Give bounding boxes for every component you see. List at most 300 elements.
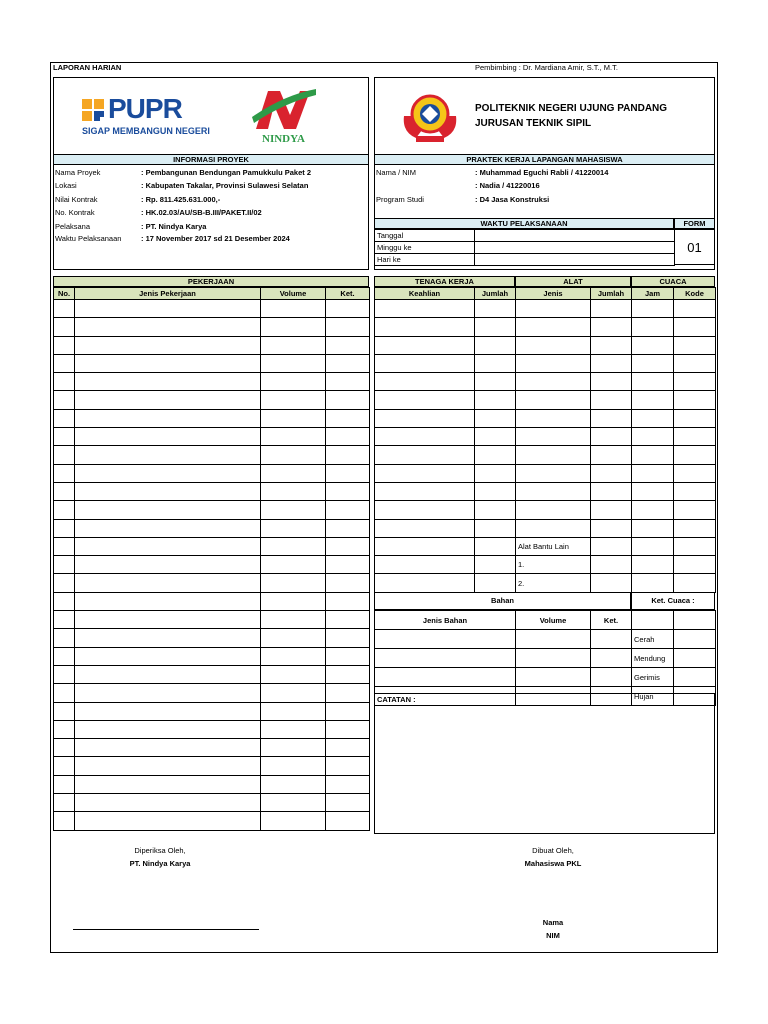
grid-cell[interactable] [591,537,632,555]
grid-cell[interactable] [375,409,475,427]
grid-cell[interactable] [674,519,716,537]
work-cell[interactable] [261,482,326,500]
grid-cell[interactable] [632,482,674,500]
grid-cell[interactable] [516,501,591,519]
grid-cell[interactable] [632,391,674,409]
work-cell[interactable] [54,665,75,683]
work-cell[interactable] [326,775,370,793]
grid-cell[interactable] [375,537,475,555]
work-cell[interactable] [261,519,326,537]
grid-cell[interactable] [475,318,516,336]
work-cell[interactable] [261,446,326,464]
work-cell[interactable] [261,391,326,409]
table-row [375,300,716,318]
work-cell[interactable] [326,336,370,354]
work-cell[interactable] [75,702,261,720]
materials-title: Bahan [374,592,631,610]
material-cell[interactable] [591,668,632,687]
grid-cell[interactable] [516,354,591,372]
form-label: FORM [674,218,715,229]
work-cell[interactable] [326,611,370,629]
grid-cell[interactable] [632,373,674,391]
grid-cell[interactable] [375,391,475,409]
material-cell[interactable] [516,668,591,687]
work-cell[interactable] [75,775,261,793]
work-cell[interactable] [261,647,326,665]
table-row [375,501,716,519]
work-cell[interactable] [75,391,261,409]
report-title: LAPORAN HARIAN [53,63,122,72]
col-material-type: Jenis Bahan [375,611,516,630]
grid-cell[interactable] [516,300,591,318]
work-cell[interactable] [54,464,75,482]
grid-cell[interactable] [674,336,716,354]
work-cell[interactable] [326,757,370,775]
table-row [375,318,716,336]
work-cell[interactable] [54,757,75,775]
work-cell[interactable] [54,354,75,372]
pupr-logo: PUPR SIGAP MEMBANGUN NEGERI [82,93,210,136]
work-cell[interactable] [75,720,261,738]
work-cell[interactable] [261,794,326,812]
grid-cell[interactable] [375,354,475,372]
work-cell[interactable] [326,720,370,738]
work-cell[interactable] [261,812,326,830]
material-cell[interactable] [375,668,516,687]
col-volume: Volume [261,288,326,300]
table-row [54,354,370,372]
notes-box[interactable] [374,693,715,834]
work-cell[interactable] [261,318,326,336]
grid-cell[interactable] [632,318,674,336]
work-cell[interactable] [54,446,75,464]
work-cell[interactable] [261,665,326,683]
grid-cell[interactable] [475,537,516,555]
week-field[interactable] [475,242,675,254]
work-cell[interactable] [54,720,75,738]
work-cell[interactable] [75,647,261,665]
supervisor-text: Pembimbing : Dr. Mardiana Amir, S.T., M.T. [475,63,618,72]
grid-cell[interactable] [475,336,516,354]
work-cell[interactable] [261,757,326,775]
grid-cell[interactable] [591,519,632,537]
grid-cell[interactable] [475,464,516,482]
work-cell[interactable] [75,739,261,757]
schedule-header: WAKTU PELAKSANAAN [374,218,674,229]
work-cell[interactable] [326,464,370,482]
work-cell[interactable] [54,501,75,519]
grid-cell[interactable] [516,318,591,336]
work-cell[interactable] [261,354,326,372]
work-cell[interactable] [54,702,75,720]
work-cell[interactable] [261,684,326,702]
grid-cell[interactable] [375,446,475,464]
work-cell[interactable] [75,684,261,702]
work-cell[interactable] [54,812,75,830]
work-cell[interactable] [75,556,261,574]
form-number: 01 [674,229,715,265]
col-tool-type: Jenis [516,288,591,300]
grid-cell[interactable] [516,409,591,427]
material-cell[interactable] [375,649,516,668]
grid-cell[interactable] [591,482,632,500]
work-cell[interactable] [261,464,326,482]
material-cell[interactable] [516,649,591,668]
work-cell[interactable] [261,629,326,647]
grid-cell[interactable] [591,373,632,391]
grid-cell[interactable] [591,409,632,427]
grid-cell[interactable] [632,428,674,446]
grid-cell[interactable] [591,501,632,519]
project-name-label: Nama Proyek [55,168,101,177]
grid-cell[interactable] [475,373,516,391]
schedule-table [374,229,675,266]
work-cell[interactable] [75,629,261,647]
contract-value: : Rp. 811.425.631.000,- [141,195,221,204]
grid-cell[interactable] [591,336,632,354]
grid-cell[interactable] [591,391,632,409]
table-row [375,482,716,500]
work-cell[interactable] [261,300,326,318]
work-cell[interactable] [75,501,261,519]
grid-cell[interactable] [516,482,591,500]
grid-cell[interactable] [632,501,674,519]
table-row [54,446,370,464]
work-cell[interactable] [75,482,261,500]
grid-cell[interactable] [632,446,674,464]
grid-cell[interactable] [632,300,674,318]
grid-cell[interactable] [591,300,632,318]
work-cell[interactable] [54,300,75,318]
work-cell[interactable] [326,647,370,665]
grid-cell[interactable] [674,446,716,464]
work-cell[interactable] [261,336,326,354]
work-cell[interactable] [75,665,261,683]
table-row [375,574,716,592]
grid-cell[interactable] [632,537,674,555]
work-cell[interactable] [261,592,326,610]
grid-cell[interactable] [516,464,591,482]
col-note: Ket. [326,288,370,300]
grid-cell[interactable] [674,482,716,500]
work-cell[interactable] [54,592,75,610]
grid-cell[interactable] [475,300,516,318]
grid-cell[interactable] [591,428,632,446]
work-cell[interactable] [75,300,261,318]
grid-cell[interactable] [674,373,716,391]
work-cell[interactable] [261,537,326,555]
contract-value-label: Nilai Kontrak [55,195,98,204]
location-value: : Kabupaten Takalar, Provinsi Sulawesi Selatan [141,181,309,190]
grid-cell[interactable] [674,391,716,409]
weather-code-cell[interactable] [674,668,716,687]
material-cell[interactable] [516,630,591,649]
work-cell[interactable] [261,739,326,757]
grid-cell[interactable] [632,556,674,574]
grid-cell[interactable] [674,318,716,336]
made-by-org: Mahasiswa PKL [524,859,582,868]
work-cell[interactable] [326,702,370,720]
table-row [375,409,716,427]
table-row [375,519,716,537]
work-cell[interactable] [261,775,326,793]
work-cell[interactable] [54,629,75,647]
grid-cell[interactable] [475,446,516,464]
grid-cell[interactable] [375,336,475,354]
table-row [54,391,370,409]
contract-number-value: : HK.02.03/AU/SB-B.III/PAKET.II/02 [141,208,262,217]
table-row [54,739,370,757]
work-cell[interactable] [326,629,370,647]
work-cell[interactable] [54,556,75,574]
col-material-volume: Volume [516,611,591,630]
table-row [54,409,370,427]
grid-cell[interactable] [475,409,516,427]
grid-cell[interactable] [375,482,475,500]
material-cell[interactable] [591,630,632,649]
material-cell[interactable] [591,649,632,668]
table-row [54,464,370,482]
table-row [54,501,370,519]
signature-line [73,929,259,930]
work-cell[interactable] [54,318,75,336]
weather-legend-item: Cerah [632,630,674,649]
grid-cell[interactable] [674,537,716,555]
grid-cell[interactable] [632,519,674,537]
work-cell[interactable] [54,428,75,446]
signer-name-label: Nama [542,918,564,927]
col-skill: Keahlian [375,288,475,300]
work-cell[interactable] [54,775,75,793]
work-cell[interactable] [75,318,261,336]
date-label: Tanggal [375,230,475,242]
work-cell[interactable] [75,592,261,610]
checked-by-label: Diperiksa Oleh, [134,846,186,855]
work-cell[interactable] [326,574,370,592]
work-cell[interactable] [75,354,261,372]
work-cell[interactable] [326,537,370,555]
grid-cell[interactable] [375,373,475,391]
work-cell[interactable] [75,519,261,537]
table-row [54,574,370,592]
duration-label: Waktu Pelaksanaan [55,234,122,243]
grid-cell[interactable] [632,464,674,482]
work-cell[interactable] [326,446,370,464]
program-label: Program Studi [376,195,424,204]
duration-value: : 17 November 2017 sd 21 Desember 2024 [141,234,290,243]
grid-cell[interactable] [375,556,475,574]
work-cell[interactable] [75,464,261,482]
work-cell[interactable] [54,574,75,592]
other-tool-item[interactable]: 2. [516,574,591,592]
grid-cell[interactable] [475,519,516,537]
made-by-label: Dibuat Oleh, [532,846,574,855]
grid-cell[interactable] [674,501,716,519]
table-row [375,556,716,574]
labor-tools-table [374,287,716,593]
grid-cell[interactable] [475,501,516,519]
work-cell[interactable] [326,592,370,610]
work-cell[interactable] [75,428,261,446]
project-info-header: INFORMASI PROYEK [53,154,369,165]
work-cell[interactable] [326,300,370,318]
work-cell[interactable] [54,647,75,665]
table-row [375,391,716,409]
work-cell[interactable] [326,428,370,446]
work-cell[interactable] [54,611,75,629]
work-cell[interactable] [326,794,370,812]
grid-cell[interactable] [674,354,716,372]
table-row [54,300,370,318]
grid-cell[interactable] [475,391,516,409]
grid-cell[interactable] [375,464,475,482]
nindya-logo: NINDYA [250,85,325,147]
grid-cell[interactable] [516,446,591,464]
table-row [54,428,370,446]
student-name-label: Nama / NIM [376,168,417,177]
grid-cell[interactable] [516,519,591,537]
work-cell[interactable] [326,501,370,519]
work-cell[interactable] [261,574,326,592]
work-cell[interactable] [261,409,326,427]
grid-cell[interactable] [674,409,716,427]
grid-cell[interactable] [632,336,674,354]
grid-cell[interactable] [591,574,632,592]
grid-cell[interactable] [516,373,591,391]
work-cell[interactable] [54,482,75,500]
grid-cell[interactable] [375,300,475,318]
work-cell[interactable] [326,354,370,372]
col-no: No. [54,288,75,300]
weather-code-cell[interactable] [674,630,716,649]
work-cell[interactable] [326,519,370,537]
grid-cell[interactable] [591,464,632,482]
grid-cell[interactable] [674,464,716,482]
week-label: Minggu ke [375,242,475,254]
table-row [54,684,370,702]
grid-cell[interactable] [591,354,632,372]
grid-cell[interactable] [375,318,475,336]
grid-cell[interactable] [591,318,632,336]
material-cell[interactable] [375,630,516,649]
grid-cell[interactable] [375,574,475,592]
checked-by-org: PT. Nindya Karya [129,859,191,868]
grid-cell[interactable] [591,446,632,464]
grid-cell[interactable] [375,519,475,537]
grid-cell[interactable] [632,409,674,427]
col-material-note: Ket. [591,611,632,630]
col-labor-count: Jumlah [475,288,516,300]
work-cell[interactable] [75,446,261,464]
work-cell[interactable] [75,611,261,629]
grid-cell[interactable] [516,391,591,409]
date-field[interactable] [475,230,675,242]
pnup-logo [400,88,460,146]
col-work-type: Jenis Pekerjaan [75,288,261,300]
work-cell[interactable] [261,501,326,519]
work-cell[interactable] [54,409,75,427]
grid-cell[interactable] [375,501,475,519]
work-cell[interactable] [54,336,75,354]
grid-cell[interactable] [516,428,591,446]
grid-cell[interactable] [674,300,716,318]
work-cell[interactable] [54,391,75,409]
grid-cell[interactable] [475,482,516,500]
work-cell[interactable] [54,739,75,757]
grid-cell[interactable] [475,556,516,574]
grid-cell[interactable] [475,354,516,372]
table-row [54,556,370,574]
table-row [54,812,370,830]
work-cell[interactable] [75,409,261,427]
work-cell[interactable] [326,684,370,702]
table-row [54,629,370,647]
table-row [54,592,370,610]
work-cell[interactable] [326,739,370,757]
grid-cell[interactable] [632,354,674,372]
work-cell[interactable] [54,519,75,537]
table-row [54,336,370,354]
labor-header: TENAGA KERJA [374,276,515,287]
work-cell[interactable] [326,812,370,830]
grid-cell[interactable] [516,336,591,354]
grid-cell[interactable] [674,556,716,574]
work-cell[interactable] [75,537,261,555]
work-cell[interactable] [54,794,75,812]
work-cell[interactable] [75,812,261,830]
grid-cell[interactable] [591,556,632,574]
work-cell[interactable] [261,720,326,738]
grid-cell[interactable] [475,574,516,592]
work-cell[interactable] [261,428,326,446]
work-cell[interactable] [75,373,261,391]
work-cell[interactable] [261,611,326,629]
work-cell[interactable] [326,373,370,391]
work-cell[interactable] [326,482,370,500]
work-cell[interactable] [326,409,370,427]
work-cell[interactable] [75,757,261,775]
contract-number-label: No. Kontrak [55,208,95,217]
weather-legend-title: Ket. Cuaca : [631,592,715,610]
work-cell[interactable] [261,373,326,391]
grid-cell[interactable] [475,428,516,446]
work-cell[interactable] [326,391,370,409]
weather-legend-blank [674,611,716,630]
work-cell[interactable] [261,702,326,720]
work-cell[interactable] [54,537,75,555]
work-cell[interactable] [261,556,326,574]
other-tools-label: Alat Bantu Lain [516,537,591,555]
work-cell[interactable] [54,684,75,702]
department-name: JURUSAN TEKNIK SIPIL [475,118,592,129]
work-cell[interactable] [75,794,261,812]
grid-cell[interactable] [632,574,674,592]
location-label: Lokasi [55,181,77,190]
work-cell[interactable] [54,373,75,391]
grid-cell[interactable] [674,574,716,592]
grid-cell[interactable] [375,428,475,446]
program-value: : D4 Jasa Konstruksi [475,195,550,204]
work-cell[interactable] [75,336,261,354]
work-cell[interactable] [326,665,370,683]
work-cell[interactable] [326,318,370,336]
work-cell[interactable] [326,556,370,574]
weather-code-cell[interactable] [674,649,716,668]
day-field[interactable] [475,254,675,266]
work-cell[interactable] [75,574,261,592]
grid-cell[interactable] [674,428,716,446]
other-tool-item[interactable]: 1. [516,556,591,574]
